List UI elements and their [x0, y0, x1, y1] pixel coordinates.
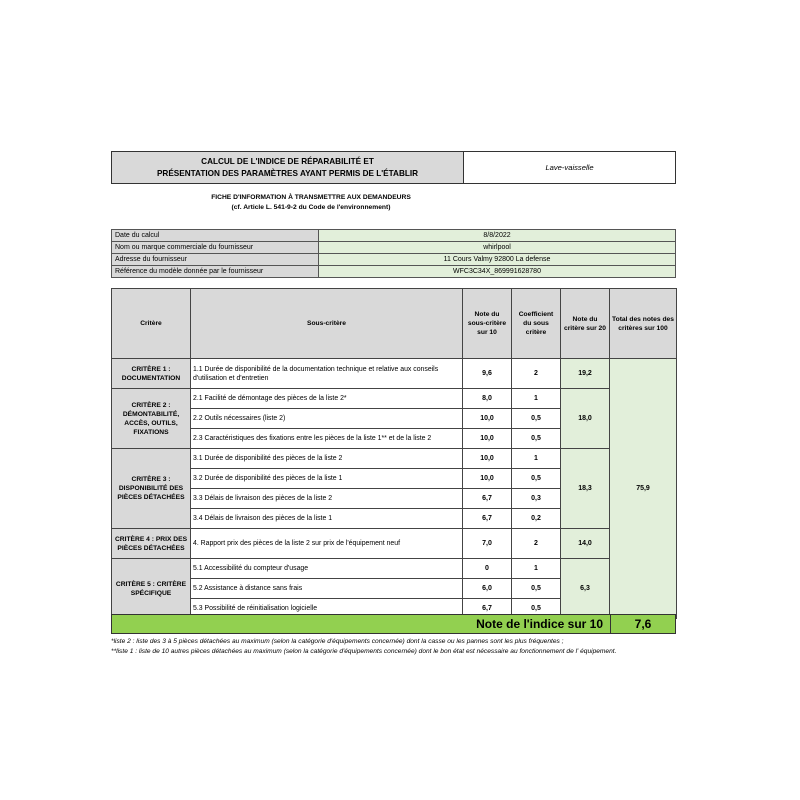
table-row [112, 449, 677, 469]
sub-note: 10,0 [463, 409, 512, 429]
sub-criterion: 5.2 Assistance à distance sans frais [191, 579, 463, 599]
final-score-label: Note de l'indice sur 10 [476, 617, 603, 631]
sub-note: 7,0 [463, 529, 512, 559]
sub-note: 6,7 [463, 599, 512, 619]
table-row [112, 389, 677, 409]
sub-coef: 1 [512, 559, 561, 579]
sub-coef: 0,2 [512, 509, 561, 529]
document-title [111, 151, 463, 184]
col-note: Note du sous-critère sur 10 [463, 289, 512, 359]
sub-coef: 2 [512, 359, 561, 389]
footnote-liste-2: *liste 2 : liste des 3 à 5 pièces détachées au maximum (selon la catégorie d'équipements concernée) dont la casse ou les pannes sont les plus fréquentes ; [111, 638, 564, 645]
criterion-name: CRITÈRE 2 : DÉMONTABILITÉ, ACCÈS, OUTILS, FIXATIONS [112, 389, 191, 449]
info-value: 8/8/2022 [319, 230, 676, 242]
sub-criterion: 2.2 Outils nécessaires (liste 2) [191, 409, 463, 429]
sub-criterion: 3.2 Durée de disponibilité des pièces de la liste 1 [191, 469, 463, 489]
sub-criterion: 1.1 Durée de disponibilité de la documentation technique et relative aux conseils d'utilisation et d'entretien [191, 359, 463, 389]
supplier-info-table [111, 229, 676, 278]
info-label: Date du calcul [112, 230, 319, 242]
table-header-row [112, 289, 677, 359]
product-category: Lave-vaisselle [463, 151, 676, 184]
sub-criterion: 2.3 Caractéristiques des fixations entre les pièces de la liste 1** et de la liste 2 [191, 429, 463, 449]
sub-note: 10,0 [463, 449, 512, 469]
sub-criterion: 4. Rapport prix des pièces de la liste 2 sur prix de l'équipement neuf [191, 529, 463, 559]
sub-note: 6,7 [463, 509, 512, 529]
sub-note: 8,0 [463, 389, 512, 409]
criterion-name: CRITÈRE 4 : PRIX DES PIÈCES DÉTACHÉES [112, 529, 191, 559]
criterion-score: 19,2 [561, 359, 610, 389]
title-line-2: PRÉSENTATION DES PARAMÈTRES AYANT PERMIS DE L'ÉTABLIR [156, 168, 419, 178]
criterion-name: CRITÈRE 3 : DISPONIBILITÉ DES PIÈCES DÉTACHÉES [112, 449, 191, 529]
info-label: Nom ou marque commerciale du fournisseur [112, 242, 319, 254]
sub-criterion: 2.1 Facilité de démontage des pièces de la liste 2* [191, 389, 463, 409]
total-score: 75,9 [610, 359, 677, 619]
sub-coef: 0,5 [512, 469, 561, 489]
sub-coef: 1 [512, 389, 561, 409]
criterion-score: 14,0 [561, 529, 610, 559]
sub-note: 6,7 [463, 489, 512, 509]
sub-coef: 0,5 [512, 599, 561, 619]
criterion-name: CRITÈRE 5 : CRITÈRE SPÉCIFIQUE [112, 559, 191, 619]
info-value: WFC3C34X_869991628780 [319, 266, 676, 278]
sub-coef: 1 [512, 449, 561, 469]
criterion-score: 18,3 [561, 449, 610, 529]
info-value: whirlpool [319, 242, 676, 254]
sub-coef: 0,5 [512, 579, 561, 599]
info-row [112, 230, 676, 242]
footnote-liste-1: **liste 1 : liste de 10 autres pièces détachées au maximum (selon la catégorie d'équipements concernée) dont le bon état est nécessaire au fonctionnement de l' équipement. [111, 647, 617, 655]
sub-criterion: 3.4 Délais de livraison des pièces de la liste 1 [191, 509, 463, 529]
sub-coef: 0,5 [512, 429, 561, 449]
footnotes [111, 637, 676, 656]
fiche-heading [111, 193, 511, 213]
info-label: Adresse du fournisseur [112, 254, 319, 266]
info-row [112, 242, 676, 254]
final-score-bar [111, 614, 676, 634]
repairability-table [111, 288, 677, 619]
criterion-name: CRITÈRE 1 : DOCUMENTATION [112, 359, 191, 389]
table-row [112, 559, 677, 579]
criterion-score: 6,3 [561, 559, 610, 619]
info-row [112, 266, 676, 278]
sub-note: 9,6 [463, 359, 512, 389]
final-score-value: 7,6 [634, 617, 652, 631]
sub-coef: 0,5 [512, 409, 561, 429]
sub-note: 0 [463, 559, 512, 579]
table-row [112, 529, 677, 559]
table-row [112, 359, 677, 389]
sub-coef: 2 [512, 529, 561, 559]
sub-criterion: 5.1 Accessibilité du compteur d'usage [191, 559, 463, 579]
col-critere: Critère [112, 289, 191, 359]
sub-criterion: 3.1 Durée de disponibilité des pièces de la liste 2 [191, 449, 463, 469]
fiche-line-2: (cf. Article L. 541-9-2 du Code de l'environnement) [231, 204, 391, 211]
fiche-line-1: FICHE D'INFORMATION À TRANSMETTRE AUX DEMANDEURS [211, 194, 411, 201]
col-sous-critere: Sous-critère [191, 289, 463, 359]
info-row [112, 254, 676, 266]
sub-criterion: 5.3 Possibilité de réinitialisation logicielle [191, 599, 463, 619]
col-total: Total des notes des critères sur 100 [610, 289, 677, 359]
col-note20: Note du critère sur 20 [561, 289, 610, 359]
sub-criterion: 3.3 Délais de livraison des pièces de la liste 2 [191, 489, 463, 509]
criterion-score: 18,0 [561, 389, 610, 449]
info-label: Référence du modèle donnée par le fournisseur [112, 266, 319, 278]
col-coef: Coefficient du sous critère [512, 289, 561, 359]
sub-coef: 0,3 [512, 489, 561, 509]
title-line-1: CALCUL DE L'INDICE DE RÉPARABILITÉ ET [201, 156, 374, 166]
info-value: 11 Cours Valmy 92800 La defense [319, 254, 676, 266]
sub-note: 10,0 [463, 469, 512, 489]
sub-note: 6,0 [463, 579, 512, 599]
sub-note: 10,0 [463, 429, 512, 449]
